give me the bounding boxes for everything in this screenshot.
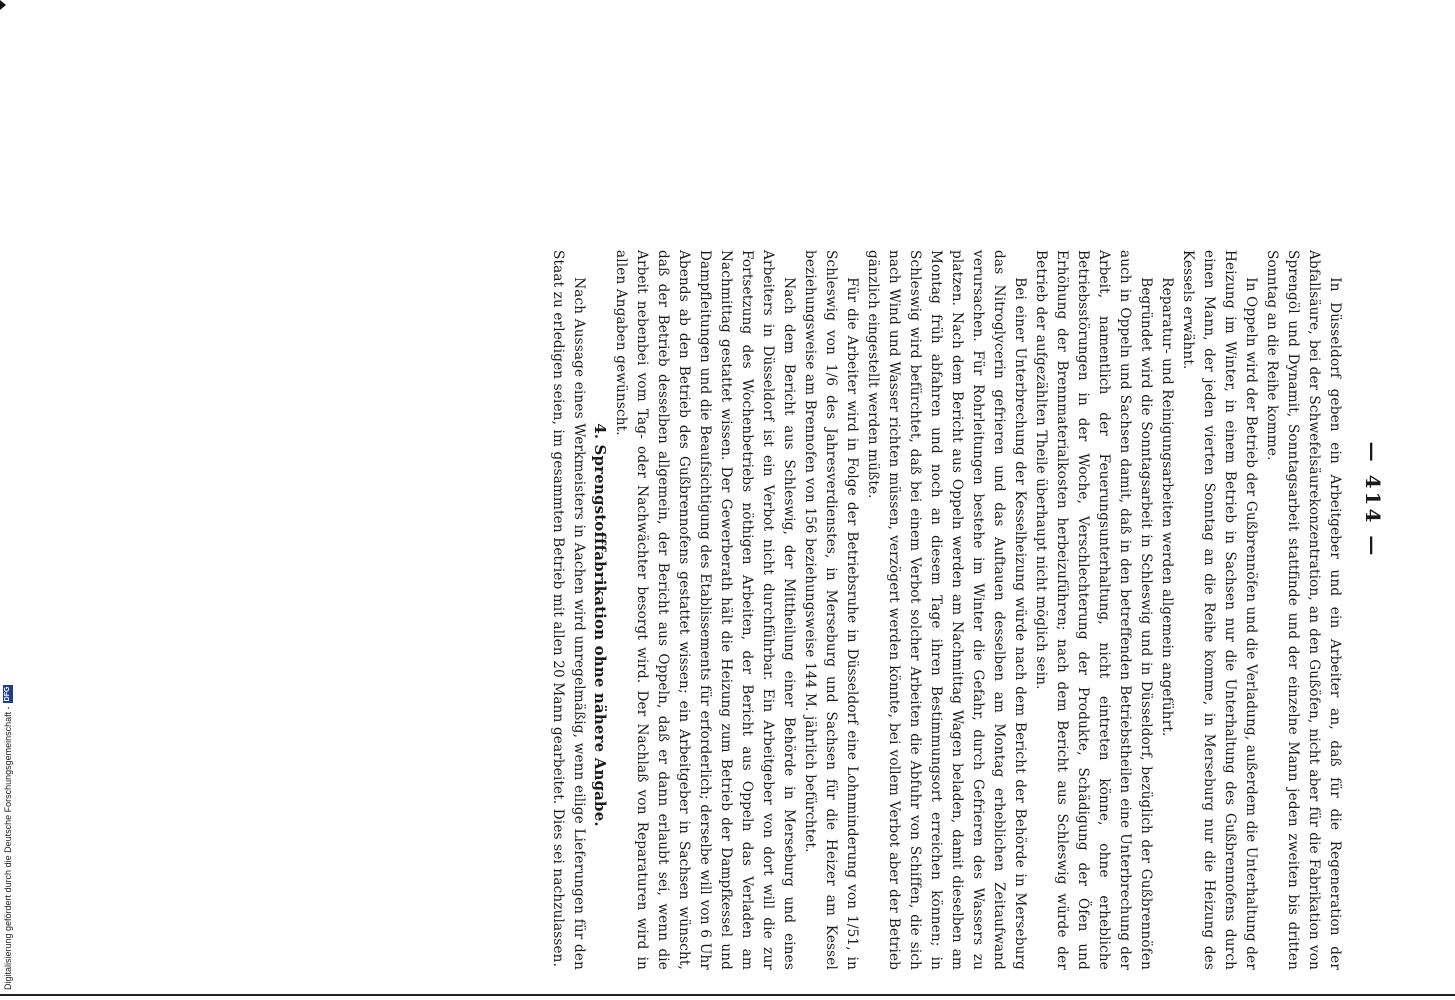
paragraph-aachen: Nach Aussage eines Werkmeisters in Aachen wird unregelmäßig, wenn eilige Lieferungen für den Staat zu erledigen seien, im gesammten Betrieb mit allen 20 Mann gearbeitet. Dies sei nachzulassen. bbox=[550, 250, 587, 970]
paragraph-begruendung: Begründet wird die Sonntagsarbeit in Schleswig und in Düsseldorf, bezüglich der Gußbrennöfen auch in Oppeln und Sachsen damit, daß in den betreffenden Betriebstheilen eine Unterbrechung der Arbeit, namentlich der Feuerungsunterhaltung, nicht eintreten könne, ohne erhebliche Betriebsstörungen in der Woche, Verschlechterung der Produkte, Schädigung der Öfen und Erhöhung der Brennmaterialkosten herbeizuführen; nach dem Bericht aus Schleswig würde der Betrieb der aufgezählten Theile überhaupt nicht möglich sein. bbox=[1033, 250, 1154, 970]
paragraph-duesseldorf: In Düsseldorf geben ein Arbeitgeber und ein Arbeiter an, daß für die Regeneration der Abfallsäure, bei der Schwefelsäurekonzentration, an den Gußöfen, nicht aber für die Fabrikation von Sprengöl und Dynamit, Sonntagsarbeit stattfinde und der einzelne Mann jeden zweiten bis dritten Sonntag an die Reihe komme. bbox=[1264, 250, 1343, 970]
digitization-credit bbox=[2, 430, 14, 990]
bottom-divider bbox=[0, 994, 1455, 996]
paragraph-oppeln: In Oppeln wird der Betrieb der Gußbrennöfen und die Verladung, außerdem die Unterhaltung der Heizung im Winter, in einem Betrieb in Sachsen nur die Unterhaltung des Gußbrennofens durch einen Mann, der jeden vierten Sonntag an die Reihe komme, in Merseburg nur die Heizung des Kessels erwähnt. bbox=[1180, 250, 1259, 970]
corner-arrow-mark bbox=[0, 0, 6, 10]
paragraph-reparatur: Reparatur- und Reinigungsarbeiten werden allgemein angeführt. bbox=[1159, 277, 1175, 737]
page-body bbox=[547, 250, 1345, 970]
page-number: — 414 — bbox=[1361, 441, 1385, 559]
paragraph-kesselheizung: Bei einer Unterbrechung der Kesselheizung würde nach dem Bericht der Behörde in Merseburg das Nitroglycerin gefrieren und das Auftauen desselben am Montag erheblichen Zeitaufwand verursachen. Für Rohrleitungen bestehe im Winter die Gefahr, durch Gefrieren des Wassers zu platzen. Nach dem Bericht aus Oppeln werden am Nachmittag Wagen beladen, damit dieselben am Montag früh abfahren und noch an diesem Tage ihren Bestimmungsort erreichen können; in Schleswig wird befürchtet, daß bei einem Verbot solcher Arbeiten die Abfuhr von Schiffen, die sich nach Wind und Wasser richten müssen, verzögert werden könnte, bei vollem Verbot aber der Betrieb gänzlich eingestellt werden müßte. bbox=[865, 250, 1028, 970]
dfg-logo-icon: DFG bbox=[4, 686, 11, 702]
paragraph-verbot: Nach dem Bericht aus Schleswig, der Mittheilung einer Behörde in Merseburg und eines Arbeiters in Düsseldorf ist ein Verbot nicht durchführbar. Ein Arbeitgeber von dort will die zur Fortsetzung des Wochenbetriebs nöthigen Arbeiten, der Bericht aus Oppeln das Verladen am Nachmittag gestattet wissen. Der Gewerberath hält die Heizung zum Betrieb der Dampfkessel und Dampfleitungen und die Beaufsichtigung des Etablissements für erforderlich; derselbe will von 6 Uhr Abends ab den Betrieb des Gußbrennofens gestattet wissen; ein Arbeitgeber in Sachsen wünscht, daß der Betrieb desselben allgemein, der Bericht aus Oppeln, daß er dann erlaubt sei, wenn die Arbeit nebenbei vom Tag- oder Nachwächter besorgt wird. Der Nachlaß von Reparaturen wird in allen Angaben gewünscht. bbox=[613, 250, 797, 970]
rotated-page bbox=[145, 0, 1385, 1000]
credit-text: Digitalisierung gefördert durch die Deutsche Forschungsgemeinschaft - bbox=[3, 706, 13, 990]
section-heading: 4. Sprengstofffabrikation ohne nähere Angabe. bbox=[591, 423, 609, 827]
paragraph-lohnminderung: Für die Arbeiter wird in Folge der Betriebsruhe in Düsseldorf eine Lohnminderung von 1/51, in Schleswig von 1/6 des Jahresverdienstes, in Merseburg und Sachsen für die Heizer am Kessel beziehungsweise am Brennofen von 156 beziehungsweise 144 M. jährlich befürchtet. bbox=[802, 250, 860, 970]
